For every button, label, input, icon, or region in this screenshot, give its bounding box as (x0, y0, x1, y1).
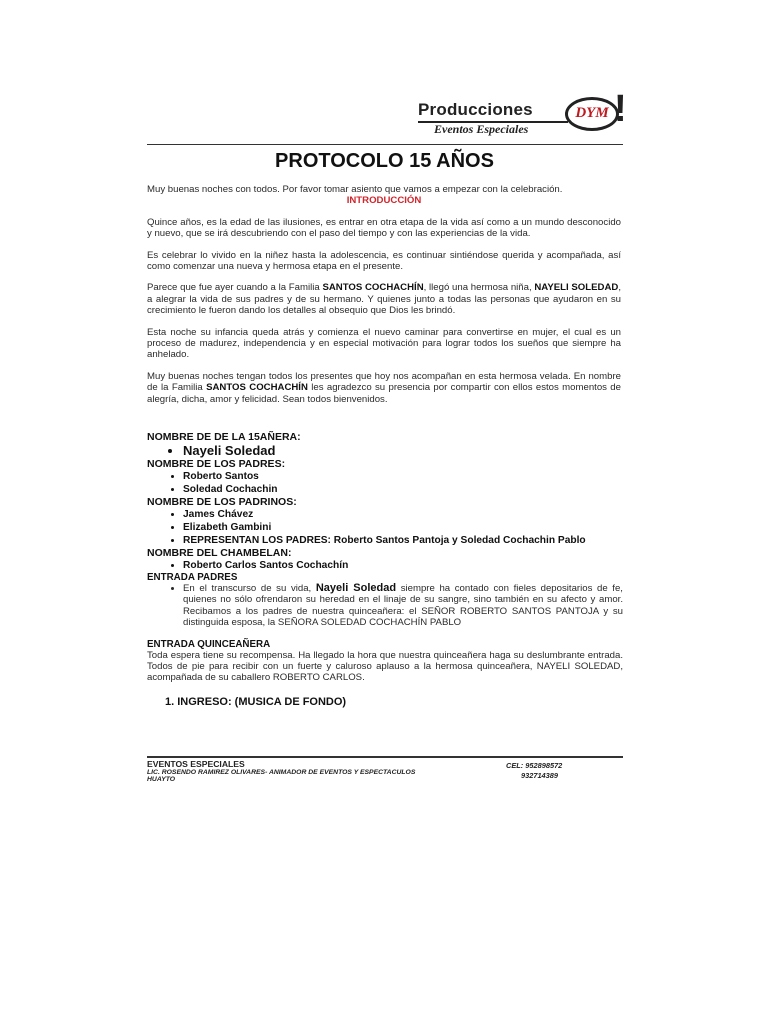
padres-label: NOMBRE DE LOS PADRES: (147, 458, 286, 470)
entrada-padres-text: • En el transcurso de su vida, Nayeli Soledad siempre ha contado con fieles depositarios de fe, quienes no sólo ofrendaron su heredad en el linaje de su sangre, sino también en su afecto y amor. Recibamos a los padres de nuestra quinceañera: el SEÑOR ROBERTO SANTOS PANTOJA y su distinguida esposa, la SEÑORA SOLEDAD COCHACHÍN PABLO (183, 583, 623, 629)
logo-exclamation: ! (614, 88, 627, 130)
footer-company: EVENTOS ESPECIALES (147, 759, 245, 769)
footer-phone: CEL: 952898572 (506, 761, 563, 770)
ingreso-item: 1. INGRESO: (MUSICA DE FONDO) (165, 695, 347, 708)
list-item: • Roberto Santos (183, 470, 623, 483)
padrinos-list (147, 508, 623, 547)
paragraph-3: Parece que fue ayer cuando a la Familia SANTOS COCHACHÍN, llegó una hermosa niña, NAYELI SOLEDAD, a alegrar la vida de sus padres y de su hermano. Y quienes junto a todas las personas que ayudaron en su crecimiento le fueron dando los detalles al obsequio que Dios les brindó. (147, 282, 621, 317)
list-item: • REPRESENTAN LOS PADRES: Roberto Santos Pantoja y Soledad Cochachin Pablo (183, 534, 623, 547)
intro-heading: INTRODUCCIÓN (346, 195, 422, 207)
logo-badge-text: DYM (575, 105, 609, 121)
names-section (147, 431, 623, 708)
list-item: • James Chávez (183, 508, 623, 521)
padres-list (147, 470, 623, 496)
list-item: • Elizabeth Gambini (183, 521, 623, 534)
footer-animator: LIC. ROSENDO RAMIREZ OLIVARES- ANIMADOR DE EVENTOS Y ESPECTACULOS (147, 769, 416, 776)
quinceanera-name: • Nayeli Soledad (183, 443, 623, 458)
document-title: PROTOCOLO 15 AÑOS (275, 150, 494, 172)
entrada-quinceanera-text: Toda espera tiene su recompensa. Ha llegado la hora que nuestra quinceañera haga su deslumbrante entrada. Todos de pie para recibir con un fuerte y caluroso aplauso a la hermosa quinceañera, NAYELI SOLEDAD, acompañada de su caballero ROBERTO CARLOS. (147, 649, 623, 684)
logo-badge (565, 97, 619, 131)
entrada-padres-list (147, 583, 623, 629)
paragraph-5: Muy buenas noches tengan todos los presentes que hoy nos acompañan en esta hermosa velada. En nombre de la Familia SANTOS COCHACHÍN les agradezco su presencia por compartir con ellos estos momentos de alegría, dicha, amor y felicidad. Sean todos bienvenidos. (147, 370, 621, 405)
logo-brand-text: Producciones (418, 100, 533, 119)
padrinos-label: NOMBRE DE LOS PADRINOS: (147, 496, 297, 508)
chambelan-label: NOMBRE DEL CHAMBELAN: (147, 547, 292, 559)
quinceanera-label: NOMBRE DE DE LA 15AÑERA: (147, 431, 301, 443)
chambelan-list (147, 559, 623, 572)
footer-divider (147, 756, 623, 758)
welcome-line: Muy buenas noches con todos. Por favor tomar asiento que vamos a empezar con la celebración. (147, 184, 563, 195)
list-item: • Roberto Carlos Santos Cochachín (183, 559, 623, 572)
intro-section (147, 184, 621, 415)
paragraph-1: Quince años, es la edad de las ilusiones, es entrar en otra etapa de la vida así como a un mundo desconocido y nuevo, que se irá descubriendo con el paso del tiempo y con las experiencias de la vida. (147, 216, 621, 240)
company-logo (418, 88, 633, 146)
entrada-padres-label: ENTRADA PADRES (147, 572, 238, 583)
logo-subtitle: Eventos Especiales (434, 122, 529, 136)
entrada-quinceanera-label: ENTRADA QUINCEAÑERA (147, 638, 271, 650)
list-item: • Soledad Cochachin (183, 483, 623, 496)
header-divider (147, 144, 623, 145)
paragraph-4: Esta noche su infancia queda atrás y comienza el nuevo caminar para convertirse en mujer, el cual es un proceso de madurez, independencia y en especial motivación para lograr todos los sueños que siempre ha anhelado. (147, 326, 621, 361)
footer-surname: HUAYTO (147, 776, 176, 783)
footer (147, 759, 623, 783)
footer-phone-2: 932714389 (521, 771, 558, 780)
quinceanera-list (147, 443, 623, 458)
paragraph-2: Es celebrar lo vivido en la niñez hasta la adolescencia, es continuar sintiéndose querida y acompañada, así como comenzar una nueva y hermosa etapa en el presente. (147, 249, 621, 273)
